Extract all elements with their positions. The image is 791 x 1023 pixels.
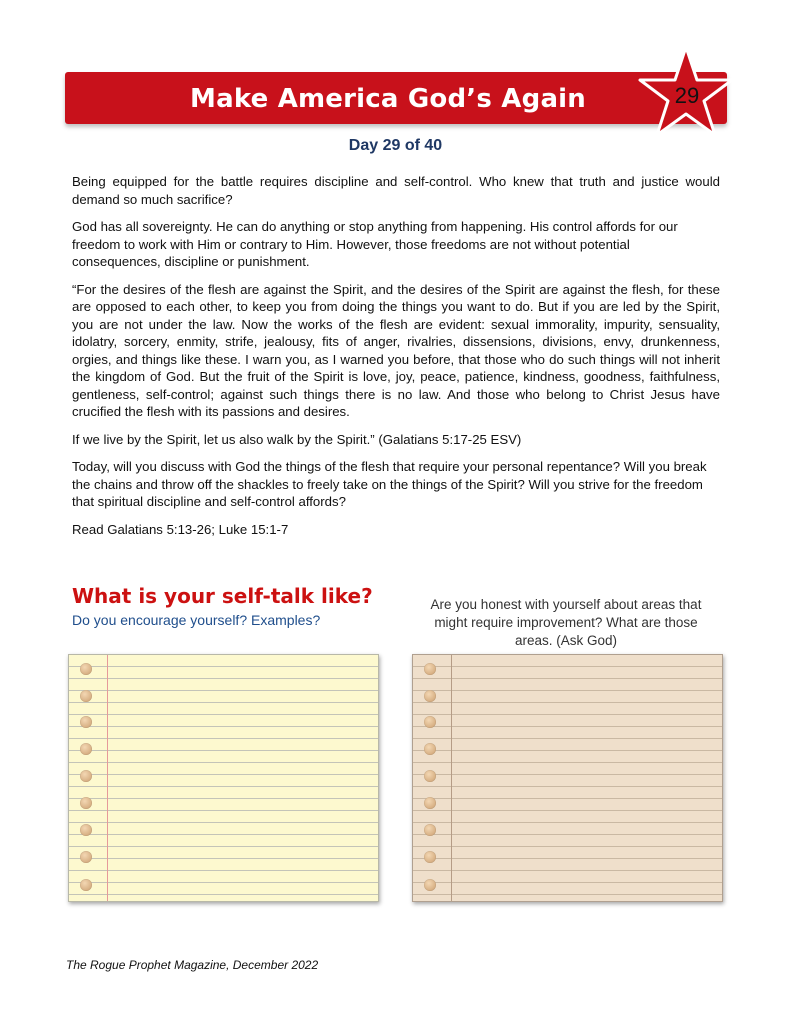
binder-hole [424, 770, 436, 782]
binder-hole [80, 663, 92, 675]
scripture-quote: “For the desires of the flesh are against the Spirit, and the desires of the Spirit are against the flesh, for these are opposed to each other, to keep you from doing the things you want to do. But if you are led by the Spirit, you are not under the law. Now the works of the flesh are evident: sexual immorality, impurity, sensuality, idolatry, sorcery, enmity, strife, jealousy, fits of anger, rivalries, dissensions, divisions, envy, drunkenness, orgies, and things like these. I warn you, as I warned you before, that those who do such things will not inherit the kingdom of God. But the fruit of the Spirit is love, joy, peace, patience, kindness, goodness, faithfulness, gentleness, self-control; against such things there is no law. And those who belong to Christ Jesus have crucified the flesh with its passions and desires. [72, 281, 720, 419]
binder-hole [80, 716, 92, 728]
binder-hole [424, 851, 436, 863]
question-2 [410, 596, 722, 650]
binder-hole [80, 824, 92, 836]
scripture-quote-end: If we live by the Spirit, let us also walk by the Spirit.” (Galatians 5:17-25 ESV) [72, 431, 522, 447]
notepad-yellow[interactable] [68, 654, 379, 902]
question-2-line: areas. (Ask God) [514, 633, 618, 648]
binder-hole [424, 743, 436, 755]
question-1-subtitle: Do you encourage yourself? Examples? [72, 612, 321, 628]
binder-hole [424, 824, 436, 836]
paragraph: God has all sovereignty. He can do anything or stop anything from happening. His control affords for our freedom to work with Him or contrary to Him. However, those freedoms are not without potential consequences, discipline or punishment. [72, 219, 678, 269]
binder-hole [80, 851, 92, 863]
day-label: Day 29 of 40 [348, 137, 443, 154]
binder-hole [424, 716, 436, 728]
star-badge-icon [636, 44, 736, 140]
notepad-tan[interactable] [412, 654, 723, 902]
binder-hole [80, 690, 92, 702]
binder-hole [424, 879, 436, 891]
devotional-text [72, 173, 720, 548]
day-number-badge: 29 [674, 83, 700, 108]
question-2-line: might require improvement? What are those [434, 615, 698, 630]
page-title: Make America God’s Again [190, 84, 587, 114]
binder-hole [80, 743, 92, 755]
question-2-line: Are you honest with yourself about areas that [430, 597, 702, 612]
binder-hole [424, 690, 436, 702]
binder-hole [80, 770, 92, 782]
question-1-title: What is your self-talk like? [72, 584, 373, 608]
binder-hole [424, 663, 436, 675]
binder-hole [80, 879, 92, 891]
margin-line [451, 655, 452, 901]
paragraph: Today, will you discuss with God the things of the flesh that require your personal repentance? Will you break the chains and throw off the shackles to freely take on the things of the Spirit? Will you strive for the freedom that spiritual discipline and self-control affords? [72, 459, 707, 509]
binder-hole [424, 797, 436, 809]
paragraph: Being equipped for the battle requires discipline and self-control. Who knew that truth and justice would demand so much sacrifice? [72, 174, 720, 207]
margin-line [107, 655, 108, 901]
reading-reference: Read Galatians 5:13-26; Luke 15:1-7 [72, 521, 289, 537]
footer-credit: The Rogue Prophet Magazine, December 2022 [66, 958, 319, 972]
binder-hole [80, 797, 92, 809]
